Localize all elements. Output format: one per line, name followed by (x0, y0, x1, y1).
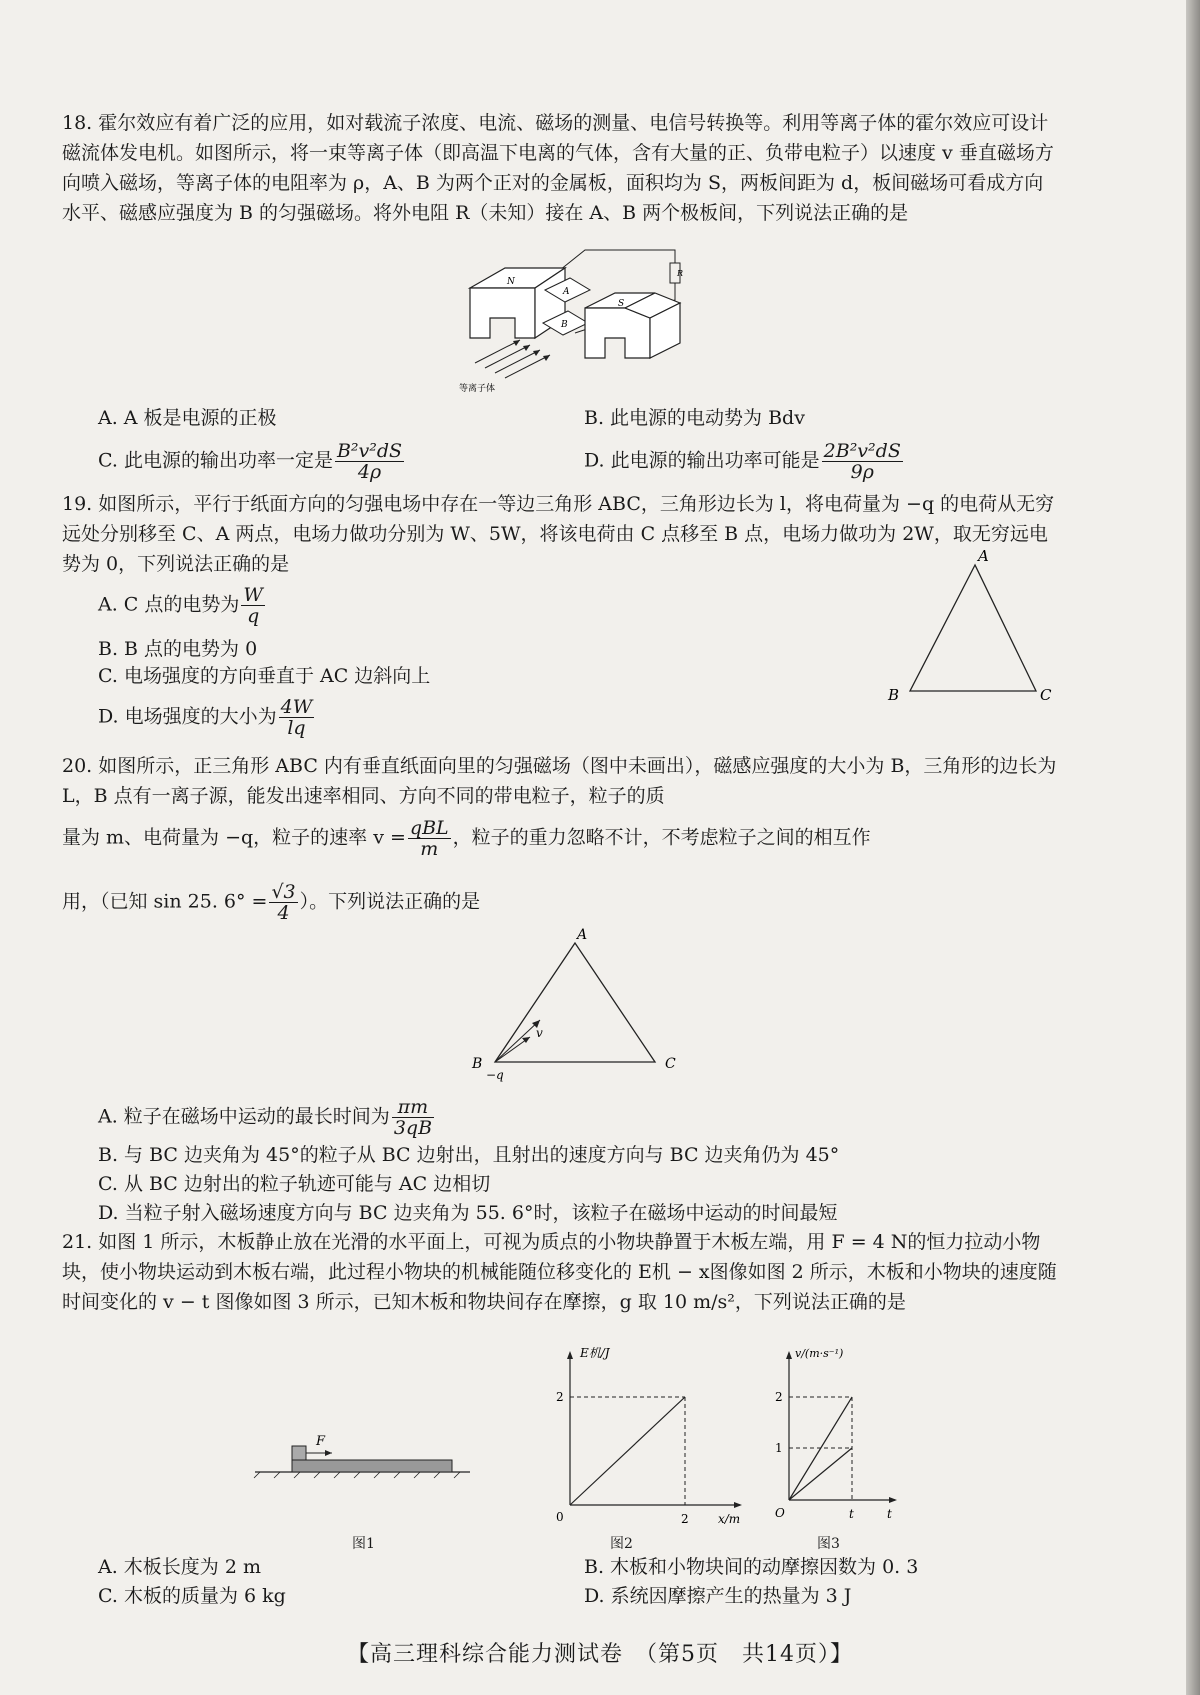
fig2-x-axis-label: x/m (718, 1512, 741, 1526)
q20-line2-pre: 量为 m、电荷量为 −q，粒子的速率 v = (62, 826, 406, 849)
q18-option-c (98, 441, 406, 482)
q20-option-a-fraction (392, 1097, 434, 1138)
fig19-b-label: B (888, 686, 900, 704)
q20-a-denominator: 3qB (393, 1117, 433, 1139)
q18-option-c-fraction (335, 441, 404, 482)
q20-line2-post: ，粒子的重力忽略不计，不考虑粒子之间的相互作 (452, 826, 871, 849)
question-20-text-line3 (62, 882, 480, 923)
fig3-y-tick-1: 1 (775, 1441, 783, 1455)
question-21-text: 21. 如图 1 所示，木板静止放在光滑的水平面上，可视为质点的小物块静置于木板左端，用 F = 4 N的恒力拉动小物块，使小物块运动到木板右端，此过程小物块的机械能随位移变化的 E机 − x图像如图 2 所示，木板和小物块的速度随时间变化的 v − t 图像如图 3 所示，已知木板和物块间存在摩擦，g 取 10 m/s²，下列说法正确的是 (62, 1231, 1057, 1313)
fig2-y-axis-label: E机/J (580, 1346, 610, 1360)
q20-v-denominator: m (420, 838, 439, 860)
q20-option-b: B. 与 BC 边夹角为 45°的粒子从 BC 边射出，且射出的速度方向与 BC 边夹角仍为 45° (98, 1144, 840, 1166)
q20-triangle-diagram (460, 925, 690, 1080)
fig18-plasma-label: 等离子体 (459, 384, 496, 394)
fig18-r-label: R (677, 269, 684, 278)
q20-line3-post: ）。下列说法正确的是 (299, 890, 481, 913)
question-19-text: 19. 如图所示，平行于纸面方向的匀强电场中存在一等边三角形 ABC，三角形边长为 l，将电荷量为 −q 的电荷从无穷远处分别移至 C、A 两点，电场力做功分别为 W、5W，将该电荷由 C 点移至 B 点，电场力做功为 2W，取无穷远电势为 0，下列说法正确的是 (62, 493, 1055, 575)
q19-option-c: C. 电场强度的方向垂直于 AC 边斜向上 (98, 665, 431, 687)
fig19-a-label: A (978, 547, 989, 565)
fig19-c-label: C (1040, 686, 1052, 704)
q19-a-denominator: q (247, 605, 260, 627)
q20-sin-denominator: 4 (277, 902, 290, 924)
question-20-text-line2 (62, 818, 871, 859)
q18-option-c-text: C. 此电源的输出功率一定是 (98, 449, 333, 472)
q19-option-a (98, 585, 267, 626)
fig2-x-tick-2: 2 (681, 1512, 689, 1526)
q18-option-a: A. A 板是电源的正极 (98, 407, 277, 429)
q19-option-a-fraction (241, 585, 265, 626)
q21-option-c: C. 木板的质量为 6 kg (98, 1585, 286, 1607)
q19-option-d-fraction (279, 697, 315, 738)
fig3-y-tick-2: 2 (775, 1390, 783, 1404)
q20-option-a-text: A. 粒子在磁场中运动的最长时间为 (98, 1105, 390, 1128)
fig20-a-label: A (577, 927, 588, 943)
fig18-s-label: S (618, 299, 625, 309)
fig20-c-label: C (665, 1056, 676, 1072)
q20-option-c: C. 从 BC 边射出的粒子轨迹可能与 AC 边相切 (98, 1173, 491, 1195)
q18-d-denominator: 9ρ (850, 461, 874, 483)
q20-line3-pre: 用，（已知 sin 25. 6° = (62, 890, 268, 913)
q21-figure-2-energy-graph (556, 1345, 760, 1526)
q20-option-a (98, 1097, 436, 1138)
q19-triangle-diagram (880, 545, 1060, 705)
fig20-v-label: v (536, 1026, 543, 1040)
fig3-t-tick: t (849, 1507, 854, 1521)
fig2-y-tick-2: 2 (556, 1390, 564, 1404)
q19-d-denominator: lq (287, 717, 306, 739)
fig20-b-label: B (472, 1056, 483, 1072)
q19-d-numerator: 4W (280, 696, 313, 718)
fig2-origin-label: 0 (556, 1510, 564, 1524)
q21-option-b: B. 木板和小物块间的动摩擦因数为 0. 3 (584, 1556, 919, 1578)
fig18-a-label: A (563, 287, 570, 297)
q18-option-d-fraction (822, 441, 903, 482)
q18-option-d (584, 441, 905, 482)
q18-c-numerator: B²v²dS (336, 440, 403, 462)
q21-option-a: A. 木板长度为 2 m (98, 1556, 261, 1578)
q20-option-d: D. 当粒子射入磁场速度方向与 BC 边夹角为 55. 6°时，该粒子在磁场中运动的时间最短 (98, 1202, 838, 1224)
fig2-caption: 图2 (610, 1536, 633, 1552)
q19-option-d (98, 697, 316, 738)
fig20-charge-label: −q (486, 1068, 504, 1082)
q19-option-b: B. B 点的电势为 0 (98, 638, 258, 660)
q20-a-numerator: πm (392, 1097, 434, 1118)
question-20-text-line1: 20. 如图所示，正三角形 ABC 内有垂直纸面向里的匀强磁场（图中未画出），磁感应强度的大小为 B，三角形的边长为 L，B 点有一离子源，能发出速率相同、方向不同的带电粒子，粒子的质 (62, 755, 1057, 807)
q20-sin-fraction (269, 882, 297, 923)
q18-option-d-text: D. 此电源的输出功率可能是 (584, 449, 820, 472)
fig3-caption: 图3 (817, 1536, 840, 1552)
q21-option-d: D. 系统因摩擦产生的热量为 3 J (584, 1585, 852, 1607)
fig3-y-axis-label: v/(m·s⁻¹) (795, 1347, 844, 1360)
fig18-b-label: B (561, 320, 568, 330)
fig21-force-label: F (316, 1434, 326, 1449)
question-18-text: 18. 霍尔效应有着广泛的应用，如对载流子浓度、电流、磁场的测量、电信号转换等。利用等离子体的霍尔效应可设计磁流体发电机。如图所示，将一束等离子体（即高温下电离的气体，含有大量的正、负带电粒子）以速度 v 垂直磁场方向喷入磁场，等离子体的电阻率为 ρ，A、B 为两个正对的金属板，面积均为 S，两板间距为 d，板间磁场可看成方向水平、磁感应强度为 B 的匀强磁场。将外电阻 R（未知）接在 A、B 两个极板间，下列说法正确的是 (62, 112, 1054, 224)
q18-d-numerator: 2B²v²dS (823, 440, 901, 462)
q19-option-a-text: A. C 点的电势为 (98, 593, 240, 616)
q19-option-d-text: D. 电场强度的大小为 (98, 705, 277, 728)
fig18-n-label: N (507, 277, 515, 287)
q20-velocity-fraction (408, 818, 451, 859)
fig1-caption: 图1 (352, 1536, 375, 1552)
q18-option-b: B. 此电源的电动势为 Bdv (584, 407, 805, 429)
q18-magnet-diagram (459, 238, 705, 398)
fig3-origin-label: O (775, 1506, 785, 1520)
fig3-x-axis-label: t (887, 1507, 892, 1521)
q21-figure-3-velocity-graph (775, 1345, 905, 1525)
q21-figure-1-board (250, 1420, 480, 1500)
q20-sin-numerator: √3 (271, 881, 296, 903)
q20-v-numerator: qBL (409, 817, 449, 839)
q19-a-numerator: W (243, 584, 263, 606)
page-footer: 【高三理科综合能力测试卷 （第5页 共14页）】 (347, 1642, 853, 1667)
q18-c-denominator: 4ρ (357, 461, 382, 483)
